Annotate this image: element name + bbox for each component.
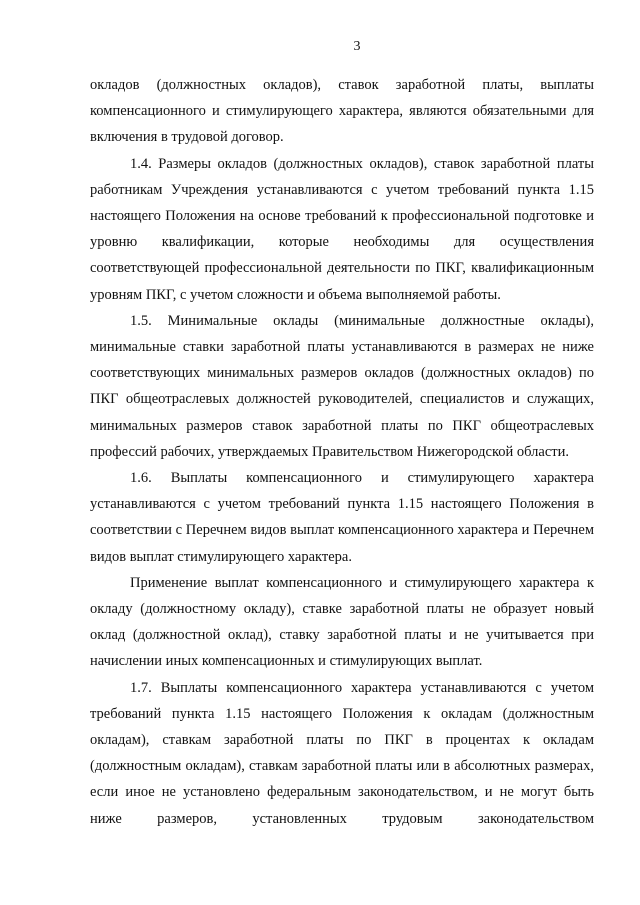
paragraph-1-4: 1.4. Размеры окладов (должностных окладов), ставок заработной платы работникам Учреждения устанавливаются с учетом требований пункта 1.15 настоящего Положения на основе требований к профессиональной подготовке и уровню квалификации, которые необходимы для осуществления соответствующей профессиональной деятельности по ПКГ, квалификационным уровням ПКГ, с учетом сложности и объема выполняемой работы. xyxy=(90,155,594,303)
page-number: 3 xyxy=(353,39,361,54)
paragraph-1-7: 1.7. Выплаты компенсационного характера устанавливаются с учетом требований пункта 1.15 настоящего Положения к окладам (должностным окладам), ставкам заработной платы по ПКГ в процентах к окладам (должностным окладам), ставкам заработной платы или в абсолютных размерах, если иное не установлено федеральным законодательством, и не могут быть ниже размеров, установленных трудовым законодательством xyxy=(90,679,594,827)
paragraph-continuation: окладов (должностных окладов), ставок заработной платы, выплаты компенсационного и стимулирующего характера, являются обязательными для включения в трудовой договор. xyxy=(90,77,594,146)
paragraph-1-5: 1.5. Минимальные оклады (минимальные должностные оклады), минимальные ставки заработной платы устанавливаются в размерах не ниже соответствующих минимальных размеров окладов (должностных окладов) по ПКГ общеотраслевых должностей руководителей, специалистов и служащих, минимальных размеров ставок заработной платы по ПКГ общеотраслевых профессий рабочих, утверждаемых Правительством Нижегородской области. xyxy=(90,312,594,460)
paragraph-1-6: 1.6. Выплаты компенсационного и стимулирующего характера устанавливаются с учетом требований пункта 1.15 настоящего Положения в соответствии с Перечнем видов выплат компенсационного характера и Перечнем видов выплат стимулирующего характера. xyxy=(90,470,594,565)
paragraph-application-of-payments: Применение выплат компенсационного и стимулирующего характера к окладу (должностному окладу), ставке заработной платы не образует новый оклад (должностной оклад), ставку заработной платы и не учитывается при начислении иных компенсационных и стимулирующих выплат. xyxy=(90,574,594,670)
